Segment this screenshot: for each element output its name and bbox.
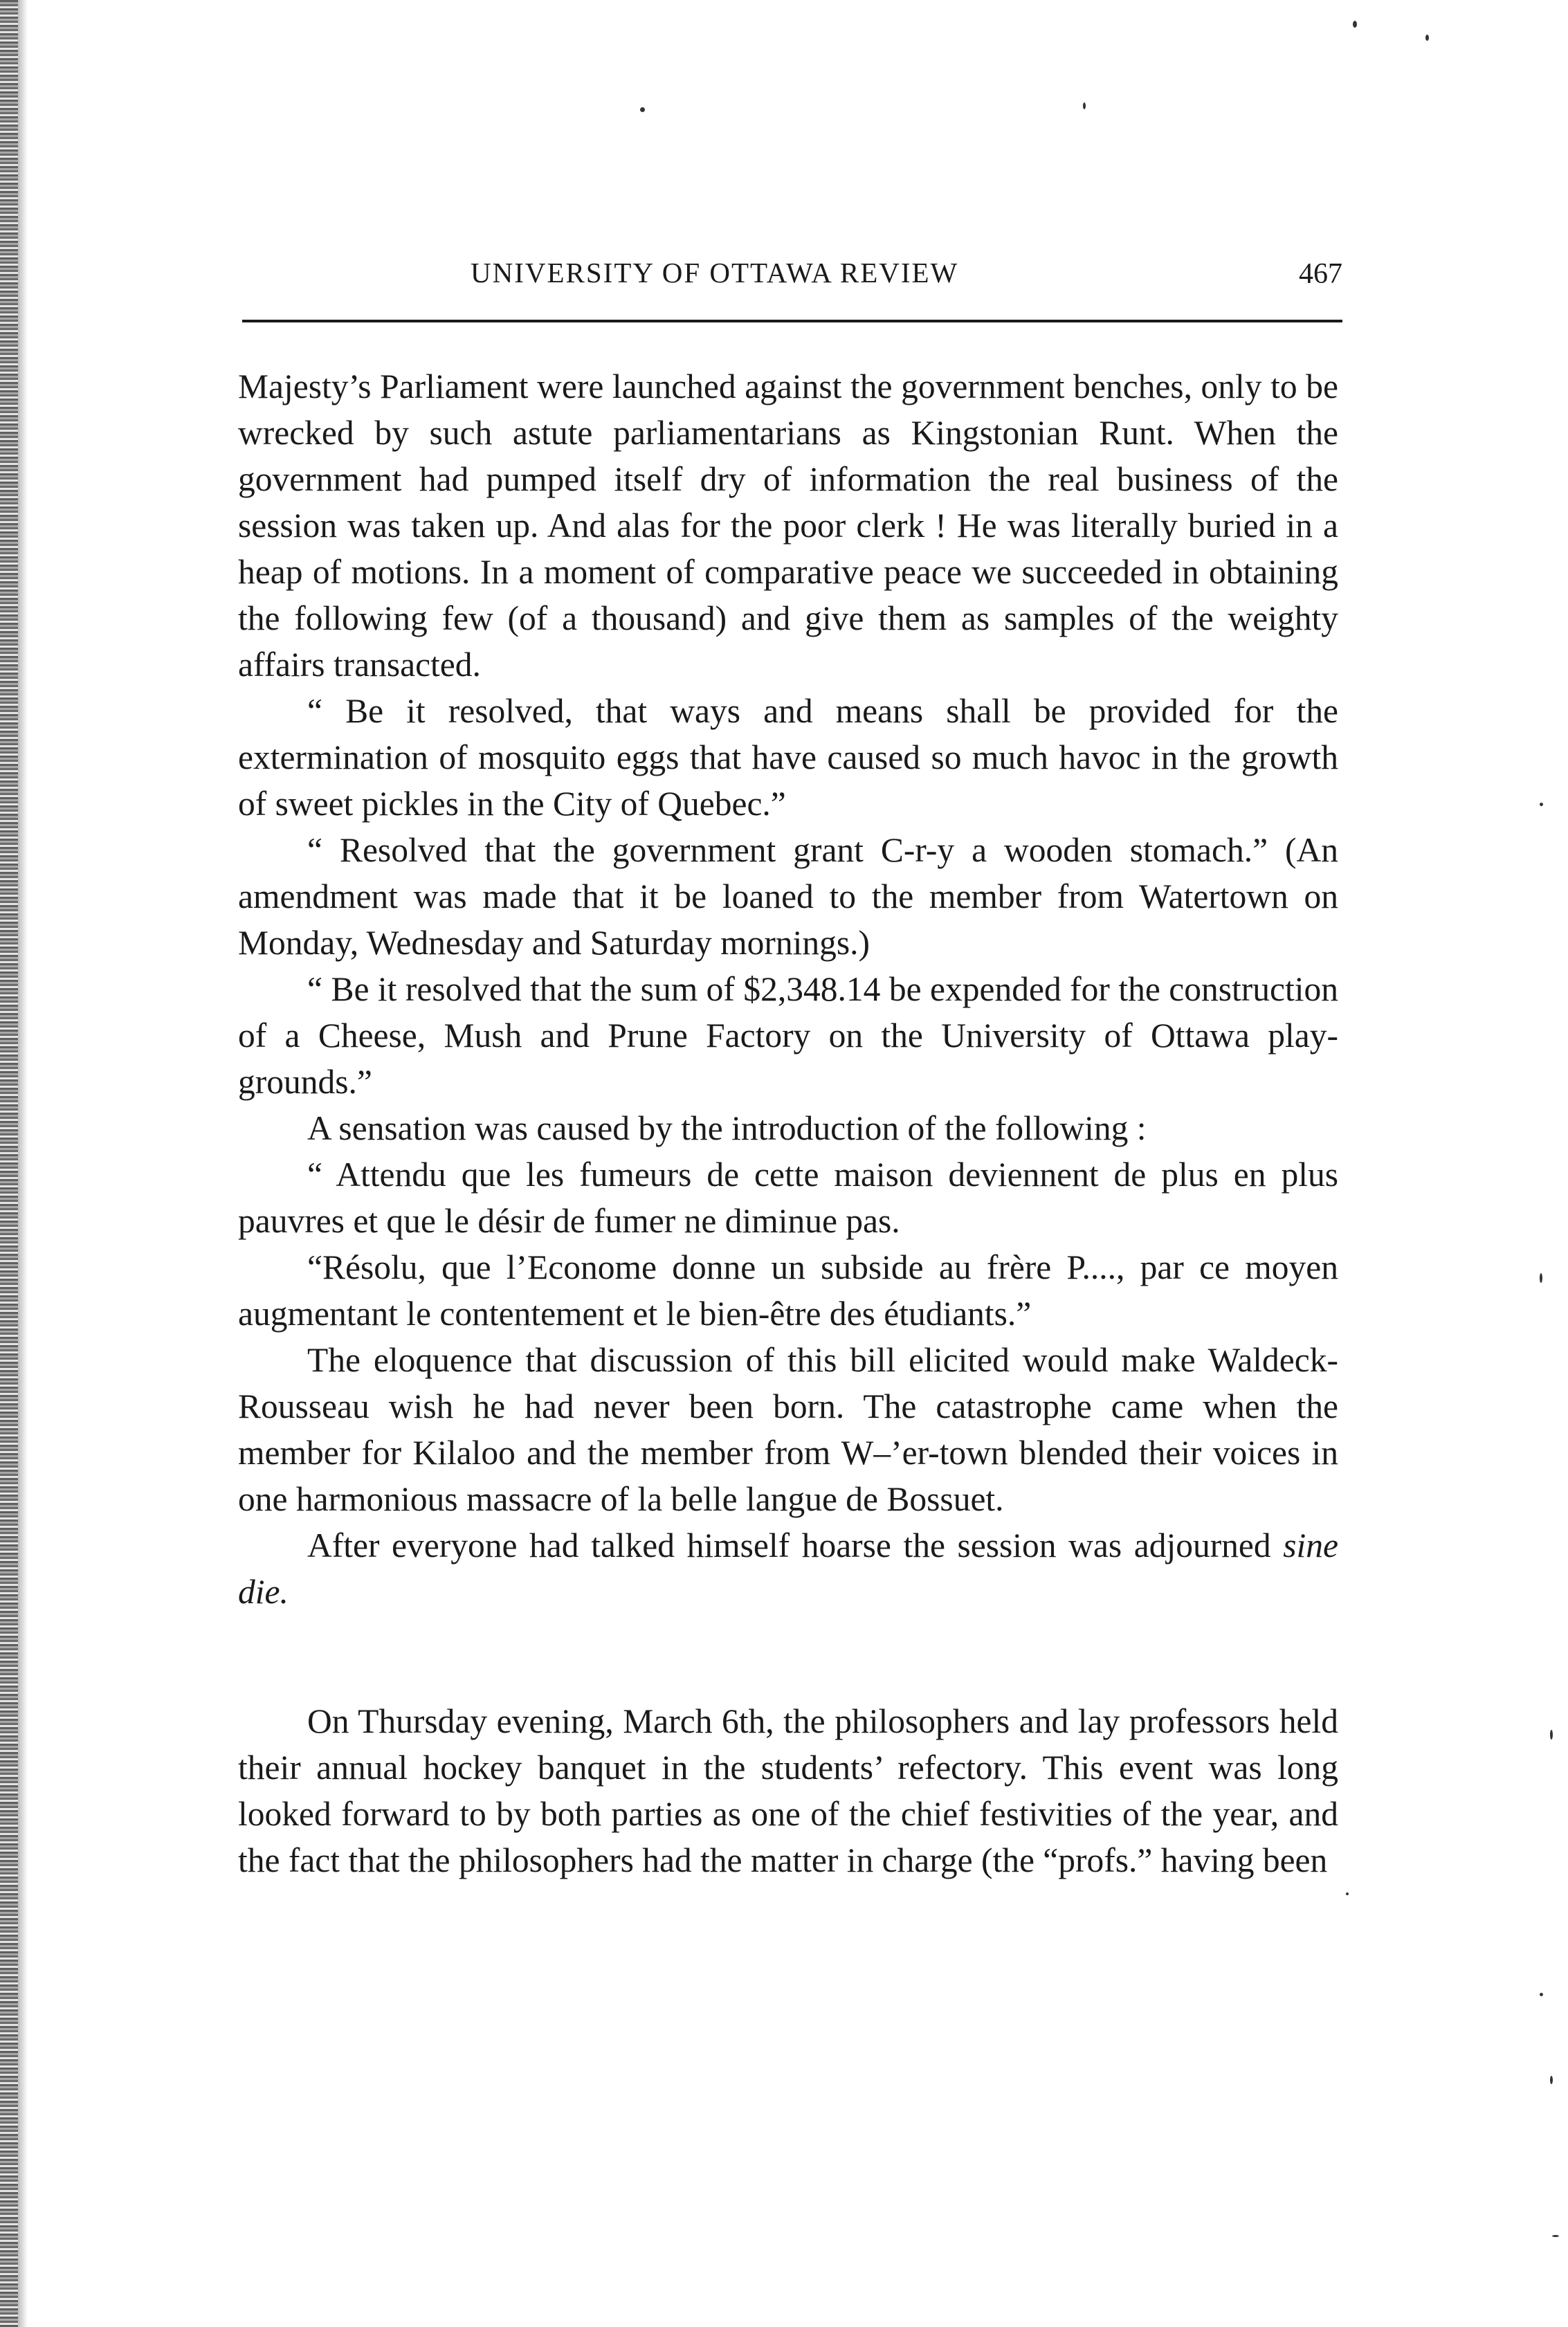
- scan-speck: [1083, 102, 1086, 109]
- scan-speck: [1353, 21, 1357, 28]
- paragraph-adjourned: [238, 1522, 1338, 1615]
- sensation-intro: A sensation was caused by the introduction of the following :: [307, 1109, 1147, 1147]
- adjourned-text: After everyone had talked himself hoarse the session was adjourned: [307, 1526, 1271, 1564]
- resolution-factory: “ Be it resolved that the sum of $2,348.14 be expended for the construction of a Cheese, Mush and Prune Factory on the University of Ottawa play-grounds.”: [238, 970, 1338, 1101]
- scan-speck: [1540, 1273, 1542, 1283]
- scan-speck: [1550, 2076, 1553, 2084]
- scan-speck: [1550, 1730, 1553, 1740]
- body-text: [238, 363, 1338, 1883]
- scan-speck: [1425, 35, 1429, 41]
- adjourned-italic: sine die.: [238, 1526, 1338, 1611]
- resolution-french-attendu: “ Attendu que les fumeurs de cette maison deviennent de plus en plus pauvres et que le désir de fumer ne diminue pas.: [238, 1156, 1338, 1240]
- resolution-french-resolu: “Résolu, que l’Econome donne un subside au frère P...., par ce moyen augmentant le contentement et le bien-être des étudiants.”: [238, 1248, 1338, 1333]
- paragraph-eloquence: The eloquence that discussion of this bill elicited would make Waldeck-Rousseau wish he had never been born. The catastrophe came when the member for Kilaloo and the member from W–’er-town blended their voices in one harmonious massacre of la belle langue de Bossuet.: [238, 1341, 1338, 1518]
- page-number: 467: [1299, 258, 1342, 290]
- binding-edge: [0, 0, 18, 2327]
- page-header: [242, 256, 1342, 298]
- binding-shadow: [18, 0, 28, 2327]
- scan-speck: [1540, 1993, 1543, 1996]
- running-head: UNIVERSITY OF OTTAWA REVIEW: [471, 257, 959, 289]
- scan-speck: [1540, 803, 1543, 806]
- header-rule: [242, 320, 1342, 322]
- resolution-stomach: “ Resolved that the government grant C-r-y a wooden stomach.” (An amendment was made that it be loaned to the member from Watertown on Monday, Wednesday and Saturday mornings.): [238, 831, 1338, 962]
- paragraph-banquet: On Thursday evening, March 6th, the philosophers and lay professors held their annual hockey banquet in the students’ refectory. This event was long looked forward to by both parties as one of the chief festivities of the year, and the fact that the philosophers had the matter in charge (the “profs.” having been: [238, 1702, 1338, 1879]
- resolution-mosquito: “ Be it resolved, that ways and means shall be provided for the extermination of mosquito eggs that have caused so much havoc in the growth of sweet pickles in the City of Quebec.”: [238, 692, 1338, 823]
- scan-speck: [640, 107, 645, 112]
- scan-speck: [1346, 1892, 1349, 1895]
- paragraph-continued: Majesty’s Parliament were launched against the government benches, only to be wrecked by such astute parliamentarians as Kingstonian Runt. When the government had pumped itself dry of information the real business of the session was taken up. And alas for the poor clerk ! He was literally buried in a heap of motions. In a moment of comparative peace we succeeded in obtaining the following few (of a thousand) and give them as samples of the weighty affairs transacted.: [238, 367, 1338, 684]
- scan-speck: [1552, 2235, 1559, 2237]
